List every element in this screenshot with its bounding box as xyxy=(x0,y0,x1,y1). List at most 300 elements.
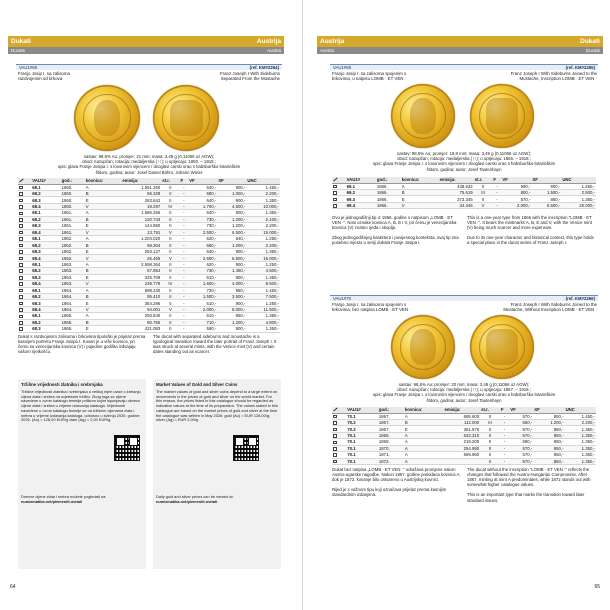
collection-checkbox[interactable] xyxy=(19,263,23,267)
table-cell: 1862. xyxy=(61,255,85,261)
column-header: VAU1# xyxy=(346,407,378,413)
table-cell xyxy=(443,458,480,464)
table-cell: A xyxy=(401,183,439,189)
table-cell: 598.230 xyxy=(121,287,161,293)
column-header: XF xyxy=(533,407,564,413)
table-cell: 633.310 xyxy=(443,432,480,438)
column-header: XF xyxy=(217,178,246,184)
table-cell: 15.000,- xyxy=(246,229,280,235)
row-checkbox-cell xyxy=(332,202,346,208)
table-cell: - xyxy=(180,248,189,254)
table-cell: V xyxy=(85,229,122,235)
table-cell: - xyxy=(180,184,189,190)
left-spec-line4: štitom, godina; autor: Josef Daniel Böhm, Johann Wiess xyxy=(95,169,203,175)
collection-checkbox[interactable] xyxy=(19,282,23,286)
collection-checkbox[interactable] xyxy=(19,250,23,254)
table-cell: 15.000,- xyxy=(246,255,280,261)
right-note2-en: The ducat without the inscription "LOMB · ET VEN ·" reflects the changes that followed the Austro-Hungarian Compromise. After 1867, minting at mint A predominates, while 1872 stands out with somewhat higher catalogue values. This is an important type that marks the transition toward later standard issues. xyxy=(467,467,591,503)
table-cell: 1.200,- xyxy=(217,319,246,325)
table-cell: 1.450,- xyxy=(217,268,246,274)
table-cell: 2.100,- xyxy=(246,216,280,222)
table-cell: 1.350,- xyxy=(246,248,280,254)
table-row xyxy=(18,326,280,332)
table-cell: 1869. xyxy=(378,439,404,445)
collection-checkbox[interactable] xyxy=(333,185,337,189)
table-cell: - xyxy=(180,242,189,248)
column-header: st.r. xyxy=(480,407,500,413)
table-cell: - xyxy=(180,300,189,306)
table-cell: 68.3 xyxy=(31,274,60,280)
table-cell: 13.791 xyxy=(121,229,161,235)
coin-reverse-image xyxy=(153,85,219,151)
right-table2-body xyxy=(332,413,596,465)
market-box-hr-text: Tržišne vrijednosti zlatnika i srebrnjaka u velikoj mjeri ovise o kretanju cijena zlata i srebra na svjetskom tržištu. Zbog toga se cijene navedene u ovom katalogu temelje prilikom kojim ispunjavaju obvezu cijene zlata i srebra u vrijeme izdavanja kataloga. Vrijednosti navedene u ovom katalogu temelje se na tržišnim cijenama zlata i srebra u vrijeme izdavanja kataloga, odnosno u svibnju 2026. godine: 2026. (Au) = 128,00 EUR/g zlato (Ag) = 2,00 EUR/g. xyxy=(21,390,141,423)
table-cell: - xyxy=(180,313,189,319)
table-cell: 1863. xyxy=(61,268,85,274)
collection-checkbox[interactable] xyxy=(19,218,23,222)
table-cell: 1.000,- xyxy=(217,190,246,196)
table-cell: 7.500,- xyxy=(246,293,280,299)
table-cell: 1.350,- xyxy=(565,432,596,438)
table-cell: 70.3 xyxy=(346,426,378,432)
collection-checkbox[interactable] xyxy=(19,302,23,306)
table-cell: A xyxy=(85,236,122,242)
table-cell: 1.250,- xyxy=(246,300,280,306)
collection-checkbox[interactable] xyxy=(333,415,337,419)
table-cell: 2.000,- xyxy=(188,306,217,312)
right-header-country: Dukati xyxy=(580,38,600,45)
table-cell: - xyxy=(492,183,501,189)
market-box-en-link[interactable]: numizmatika.net/plemeniti-metali xyxy=(156,499,218,504)
table-cell: A xyxy=(85,313,122,319)
table-cell: V xyxy=(401,202,439,208)
table-cell: 680,- xyxy=(188,242,217,248)
column-header: emisija: xyxy=(121,178,161,184)
table-cell: 95.410 xyxy=(121,293,161,299)
table-cell: 263.642 xyxy=(121,197,161,203)
column-header: kovnica: xyxy=(85,178,122,184)
table-cell: 68.1 xyxy=(31,261,60,267)
table-cell: 68.1 xyxy=(31,210,60,216)
table-cell: 1.500,- xyxy=(531,189,561,195)
collection-checkbox[interactable] xyxy=(333,204,337,208)
column-header: kovnica: xyxy=(404,407,444,413)
table-cell: 710,- xyxy=(188,319,217,325)
collection-checkbox[interactable] xyxy=(333,421,337,425)
row-checkbox-cell xyxy=(18,326,31,332)
table-cell: 1.350,- xyxy=(246,210,280,216)
table-cell: 70.1 xyxy=(346,413,378,419)
left-page-number: 64 xyxy=(10,584,16,590)
table-cell: 68.3 xyxy=(31,300,60,306)
table-cell: 9.500,- xyxy=(246,281,280,287)
column-header: kovnica: xyxy=(401,177,439,183)
table-cell: - xyxy=(180,319,189,325)
left-desc-hr: Franjo Josip I. sa zalisoma razdvojenim od brkova xyxy=(18,71,70,82)
market-box-hr-link[interactable]: numizmatika.net/plemeniti-metali xyxy=(21,499,83,504)
table-cell: 68.1 xyxy=(31,184,60,190)
table-cell: E xyxy=(85,223,122,229)
table-cell: II xyxy=(161,184,179,190)
column-header: F xyxy=(180,178,189,184)
table-cell: 364.286 xyxy=(121,300,161,306)
table-cell: 254.950 xyxy=(443,445,480,451)
table-cell: A xyxy=(85,261,122,267)
collection-checkbox[interactable] xyxy=(19,205,23,209)
table-cell: 640,- xyxy=(188,184,217,190)
table-cell: 1.350,- xyxy=(246,326,280,332)
column-header: UNC xyxy=(246,178,280,184)
collection-checkbox[interactable] xyxy=(19,212,23,216)
table-cell: 219.200 xyxy=(443,439,480,445)
table-cell: 1.350,- xyxy=(561,196,596,202)
table-cell: 68.2 xyxy=(31,319,60,325)
collection-checkbox[interactable] xyxy=(333,453,337,457)
collection-checkbox[interactable] xyxy=(333,428,337,432)
table-cell: B xyxy=(85,190,122,196)
right-spec1-line1: sastav: 98,6% Au; promjer: 19,8 mm; masa: 3,49 g (0,11066 oz AGW); xyxy=(397,151,531,156)
table-cell: 4.000,- xyxy=(217,281,246,287)
table-cell: 840,- xyxy=(217,236,246,242)
table-cell: 900,- xyxy=(217,300,246,306)
left-header-country: Austrija xyxy=(256,38,281,45)
table-cell: V xyxy=(161,306,179,312)
table-cell: 1870. xyxy=(378,445,404,451)
table-cell: - xyxy=(180,287,189,293)
table-cell: 650,- xyxy=(509,419,533,425)
column-header: XF xyxy=(531,177,561,183)
table-cell: 1865. xyxy=(61,326,85,332)
table-cell: 900,- xyxy=(217,326,246,332)
table-cell: 1872. xyxy=(378,458,404,464)
right-desc2-en: Franz Joseph I With Sideburns Joined to the Mustache, Without Inscription LOMB · ET VEN · xyxy=(503,302,597,313)
table-cell: 1871. xyxy=(378,452,404,458)
table-cell: 5.500,- xyxy=(531,202,561,208)
table-cell: 640,- xyxy=(188,210,217,216)
market-box-hr-title: Tržišne vrijednosti zlatnika i srebrnjaka xyxy=(21,382,103,387)
table-cell: 1864. xyxy=(61,300,85,306)
table-cell: 2.500,- xyxy=(188,255,217,261)
collection-checkbox[interactable] xyxy=(333,434,337,438)
table-cell: V xyxy=(161,255,179,261)
table-cell: 1863. xyxy=(61,261,85,267)
left-table-body xyxy=(18,184,280,332)
table-cell: B xyxy=(85,268,122,274)
left-page xyxy=(0,0,303,610)
table-cell: E xyxy=(85,197,122,203)
table-cell: 2.598.364 xyxy=(121,261,161,267)
table-cell: 570,- xyxy=(509,445,533,451)
collection-checkbox[interactable] xyxy=(19,269,23,273)
table-cell: 6.500,- xyxy=(217,229,246,235)
table-cell: 2.200,- xyxy=(246,190,280,196)
table-cell: 1.350,- xyxy=(565,445,596,451)
table-cell: IV xyxy=(161,281,179,287)
table-cell: 570,- xyxy=(509,452,533,458)
table-cell: 640,- xyxy=(188,197,217,203)
market-box-en-text: The market values of gold and silver coins depend to a large extent on movements in the prices of gold and silver on the world market. For this reason, the prices listed in this catalogue should be regarded as indicative values at the time of its preparation. The values stated in this catalogue are based on the market prices of gold and silver at the time the catalogue was written in May 2026: gold (Au) = EUR 128,00/g; silver (Ag) = EUR 2,00/g. xyxy=(156,390,278,423)
table-cell: E xyxy=(404,426,444,432)
table-cell: 1865. xyxy=(61,319,85,325)
table-cell: 144.850 xyxy=(121,223,161,229)
table-cell: 730,- xyxy=(188,216,217,222)
table-cell: B xyxy=(85,216,122,222)
table-cell: 1860. xyxy=(61,184,85,190)
table-cell: 1.450,- xyxy=(565,413,596,419)
table-cell: 68.4 xyxy=(31,281,60,287)
collection-checkbox[interactable] xyxy=(19,321,23,325)
qr-code-hr[interactable] xyxy=(114,435,140,461)
table-cell: 4.500,- xyxy=(217,203,246,209)
pencil-icon xyxy=(19,179,24,183)
table-cell: E xyxy=(85,274,122,280)
column-header: god.: xyxy=(61,178,85,184)
table-cell: 94.001 xyxy=(121,306,161,312)
collection-checkbox[interactable] xyxy=(19,244,23,248)
table-cell: 69.4 xyxy=(346,202,376,208)
pencil-icon xyxy=(333,408,338,412)
table-cell: 1861. xyxy=(61,216,85,222)
collection-checkbox[interactable] xyxy=(19,257,23,261)
column-header: VF xyxy=(509,407,533,413)
table-cell: 620,- xyxy=(188,261,217,267)
right-spec1-line4: štitom, godina; autor: Josef Tautenhayn xyxy=(426,166,502,172)
table-cell: 900,- xyxy=(217,184,246,190)
table-cell: 70.1 xyxy=(346,432,378,438)
table-cell: A xyxy=(404,439,444,445)
table-cell: 695.600 xyxy=(443,413,480,419)
table-cell: 11.500,- xyxy=(246,306,280,312)
table-cell: II xyxy=(161,236,179,242)
right-desc1-en: Franz Joseph I With Sideburns Joined to the Mustache, Inscription LOMB · ET VEN · xyxy=(510,71,597,82)
table-cell: 69.2 xyxy=(346,189,376,195)
table-cell: - xyxy=(500,432,509,438)
table-cell: - xyxy=(180,293,189,299)
column-header: UNC xyxy=(561,177,596,183)
table-cell: 730,- xyxy=(188,223,217,229)
table-cell: II xyxy=(161,313,179,319)
table-cell: 1860. xyxy=(61,203,85,209)
table-cell: 680,- xyxy=(188,190,217,196)
table-cell: II xyxy=(161,197,179,203)
table-cell: B xyxy=(401,189,439,195)
table-cell: 2.500,- xyxy=(561,189,596,195)
collection-checkbox[interactable] xyxy=(19,308,23,312)
table-cell: 1.350,- xyxy=(565,452,596,458)
right-subheader-title: Austria xyxy=(320,48,335,53)
table-cell: 69.3 xyxy=(346,196,376,202)
table-cell: 438.632 xyxy=(439,183,474,189)
table-cell: 1862. xyxy=(61,236,85,242)
table-cell: 68.2 xyxy=(31,216,60,222)
table-cell: 68.4 xyxy=(31,229,60,235)
table-cell: - xyxy=(180,268,189,274)
table-cell: 900,- xyxy=(217,274,246,280)
table-cell: 68.2 xyxy=(31,293,60,299)
right-page-number: 65 xyxy=(594,584,600,590)
collection-checkbox[interactable] xyxy=(333,191,337,195)
table-cell: 1.600,- xyxy=(188,281,217,287)
column-header: emisija: xyxy=(443,407,480,413)
coin70-obverse-image xyxy=(391,315,455,379)
table-cell: 1862. xyxy=(61,248,85,254)
column-header: god.: xyxy=(376,177,401,183)
column-header: UNC xyxy=(565,407,596,413)
table-cell: 1864. xyxy=(61,287,85,293)
table-cell: 1.500,- xyxy=(188,293,217,299)
table-cell: E xyxy=(85,300,122,306)
table-cell: 1861. xyxy=(61,229,85,235)
table-cell: 1.350,- xyxy=(565,439,596,445)
table-cell: 68.4 xyxy=(31,255,60,261)
left-header-bar xyxy=(8,36,284,47)
table-cell: 590,- xyxy=(188,326,217,332)
collection-checkbox[interactable] xyxy=(333,460,337,464)
collection-checkbox[interactable] xyxy=(333,447,337,451)
collection-checkbox[interactable] xyxy=(19,199,23,203)
table-cell: 620,- xyxy=(188,236,217,242)
table-cell: - xyxy=(180,223,189,229)
table-cell: 68.1 xyxy=(31,236,60,242)
right-note2-hr: Dukat bez natpisa „LOMB · ET VEN ·" odražava promjene nakon Austro-ugarske nagodbe. Nakon 1867. godine prekidaca kovnica A, dok je 1872. kovanje bilo ostvareno u Austrijskoj kovnici. Rijed je s važnom tipu koji označava prijelaz prema kasnijim standardnim izdanjima. xyxy=(332,467,461,498)
table-cell: 1.250,- xyxy=(246,261,280,267)
right-spec1-line3: opis: glava Franje Josipa I. s lovorovim vijencem / dvoglavi carski orao s habsburško-lotarinškim xyxy=(372,161,556,167)
table-cell: 68.2 xyxy=(31,242,60,248)
table-cell: 610,- xyxy=(188,274,217,280)
table-cell: B xyxy=(85,242,122,248)
left-desc-en: Franz Joseph I With Sideburns Separated From the Mustache xyxy=(219,71,280,82)
table-cell: 1866. xyxy=(376,196,401,202)
table-cell: 900,- xyxy=(217,248,246,254)
table-cell: 120.743 xyxy=(121,216,161,222)
column-header: st.r. xyxy=(161,178,179,184)
table-cell: - xyxy=(500,413,509,419)
right-table1-body xyxy=(332,183,596,209)
left-subheader-country: Austria xyxy=(266,48,281,53)
table-cell: 850,- xyxy=(533,439,564,445)
table-cell: 1.450,- xyxy=(246,287,280,293)
table-cell: 253.127 xyxy=(121,248,161,254)
table-cell: II xyxy=(161,190,179,196)
table-cell: 55.328 xyxy=(121,190,161,196)
left-ref-code: VAU1#68 xyxy=(19,65,38,70)
table-cell: A xyxy=(85,184,122,190)
right-spec1 xyxy=(330,151,598,172)
right-note1-hr: Ovo je jednogodišnji tip iz 1866. godine s natpisom „LOMB · ET VEN ·". Nosi oznake kovnica A, B, E i V, pri čemu je venecijanska kovnica (V) znatno rjeđa i skuplja. Zbog jednogodišnjeg karaktera i povijesnog konteksta, ovaj tip ima posebno mjesto u seriji dukata Franje Josipa I. xyxy=(332,215,459,246)
table-cell: 1.250,- xyxy=(246,236,280,242)
table-cell: 68.4 xyxy=(31,203,60,209)
left-spec-line2: obod: nazupčan; rotacija: medaljerska (↑↑); u optjecaju: 1860. – 1918.; xyxy=(82,159,216,165)
table-cell: - xyxy=(500,458,509,464)
pencil-icon xyxy=(333,178,338,182)
table-cell: II xyxy=(161,248,179,254)
table-cell: 1.700,- xyxy=(188,203,217,209)
table-cell: V xyxy=(161,229,179,235)
table-cell: 730,- xyxy=(188,268,217,274)
table-cell: 5.000,- xyxy=(217,306,246,312)
collection-checkbox[interactable] xyxy=(19,186,23,190)
table-cell: II xyxy=(480,426,500,432)
table-cell: 1.200,- xyxy=(533,419,564,425)
table-row xyxy=(332,202,596,208)
table-cell: 1860. xyxy=(61,190,85,196)
row-checkbox-cell xyxy=(332,458,346,464)
left-market-box-hr xyxy=(18,379,146,569)
right-ref1-code: VAU1#69 xyxy=(333,65,352,70)
collection-checkbox[interactable] xyxy=(19,327,23,331)
table-cell: 3.500,- xyxy=(217,293,246,299)
table-cell: III xyxy=(480,419,500,425)
table-cell: II xyxy=(161,268,179,274)
table-cell: - xyxy=(180,197,189,203)
table-cell: - xyxy=(180,274,189,280)
table-cell: V xyxy=(474,202,493,208)
left-note-en: The ducat with separated sideburns and moustache is a typological transition toward the later portrait of Franz Joseph I. It was struck at several mints, with the Venice mint (V) and certain dates standing out as scarcer. xyxy=(153,334,277,355)
table-cell: 1.000,- xyxy=(217,242,246,248)
collection-checkbox[interactable] xyxy=(19,315,23,319)
table-cell: 610,- xyxy=(188,300,217,306)
table-row xyxy=(332,458,596,464)
collection-checkbox[interactable] xyxy=(333,198,337,202)
collection-checkbox[interactable] xyxy=(19,237,23,241)
coin-obverse-image xyxy=(74,85,140,151)
table-cell: 1.200,- xyxy=(217,216,246,222)
table-cell: - xyxy=(180,210,189,216)
table-cell: 669.960 xyxy=(443,452,480,458)
table-cell: 900,- xyxy=(217,261,246,267)
table-cell: 850,- xyxy=(531,196,561,202)
collection-checkbox[interactable] xyxy=(19,231,23,235)
table-cell: 68.1 xyxy=(31,287,60,293)
left-spec-line1: sastav: 98,6% Au; promjer: 21 mm; masa: 3,49 g (0,11066 oz AGW); xyxy=(83,154,215,159)
collection-checkbox[interactable] xyxy=(19,295,23,299)
collection-checkbox[interactable] xyxy=(333,441,337,445)
table-cell: E xyxy=(401,196,439,202)
table-cell: II xyxy=(480,432,500,438)
left-subheader-bar xyxy=(8,47,284,54)
table-cell: II xyxy=(161,216,179,222)
collection-checkbox[interactable] xyxy=(19,276,23,280)
table-cell: 361.975 xyxy=(443,426,480,432)
column-header: VAU1# xyxy=(346,177,376,183)
column-header: VAU1# xyxy=(31,178,60,184)
table-cell: 68.3 xyxy=(31,223,60,229)
table-cell: 1863. xyxy=(61,281,85,287)
collection-checkbox[interactable] xyxy=(19,289,23,293)
collection-checkbox[interactable] xyxy=(19,224,23,228)
table-cell: 1868. xyxy=(378,432,404,438)
table-cell: II xyxy=(474,183,493,189)
left-subheader-title: Ducats xyxy=(11,48,26,53)
table-cell: 900,- xyxy=(531,183,561,189)
table-cell: 570,- xyxy=(509,458,533,464)
table-cell: 70.1 xyxy=(346,458,378,464)
qr-code-en[interactable] xyxy=(233,435,259,461)
table-cell: III xyxy=(474,189,493,195)
table-cell: - xyxy=(180,229,189,235)
table-cell: 1.061.260 xyxy=(121,184,161,190)
table-cell: B xyxy=(85,293,122,299)
table-cell: 1.200,- xyxy=(217,223,246,229)
collection-checkbox[interactable] xyxy=(19,192,23,196)
left-spec xyxy=(16,154,282,175)
table-cell: 293.840 xyxy=(121,313,161,319)
table-cell: 68.3 xyxy=(31,248,60,254)
right-subheader-bar xyxy=(317,47,603,54)
right-spec2-line2: obod: nazupčan; rotacija: medaljerska (↑↑); u optjecaju: 1867. – 1918.; xyxy=(397,387,531,393)
table-cell: 850,- xyxy=(533,458,564,464)
table-cell: 68.1 xyxy=(31,313,60,319)
